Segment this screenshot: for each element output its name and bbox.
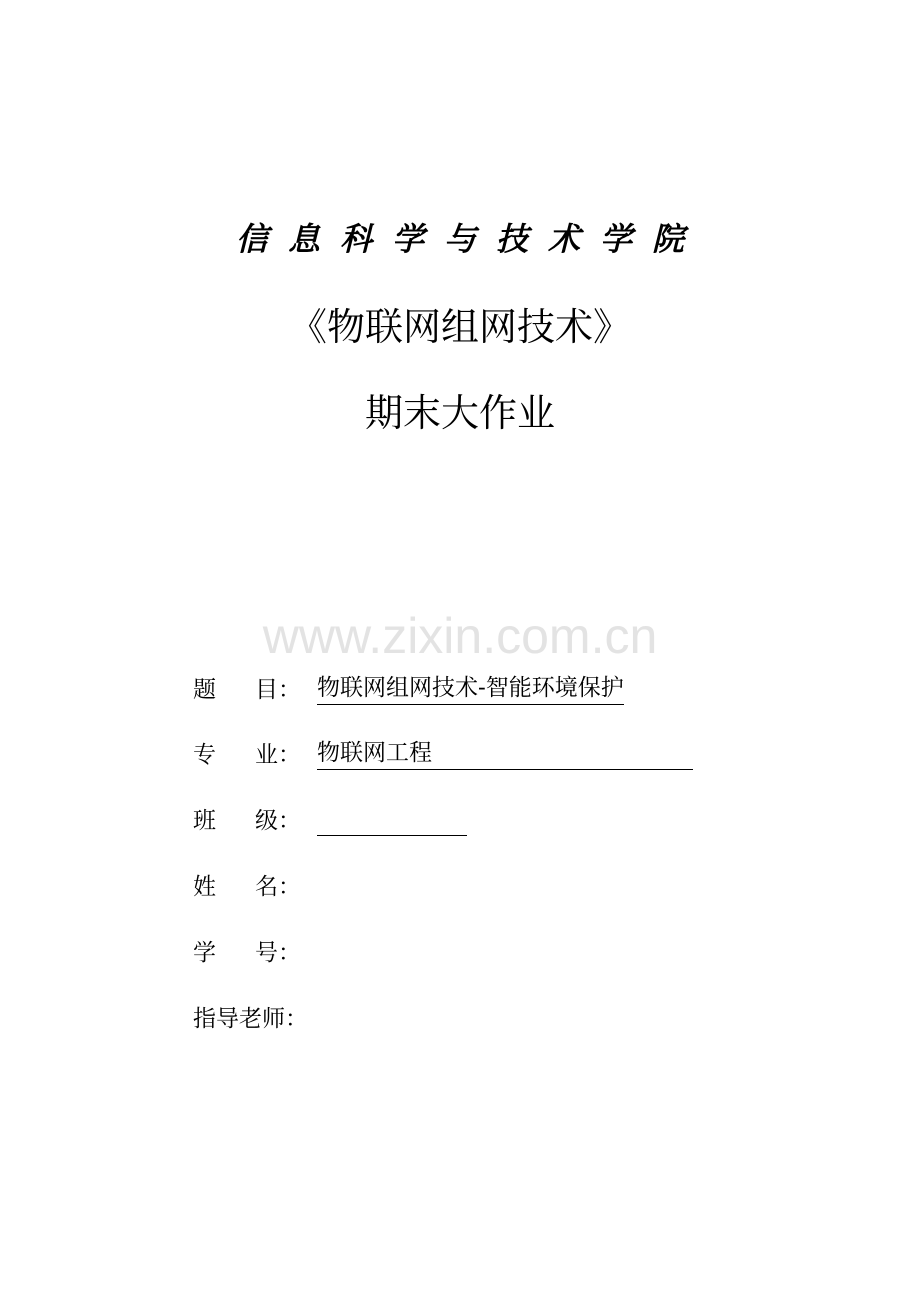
field-name-label-2: 名： [255,874,301,900]
field-class-label-2: 级： [255,808,301,834]
college-name: 信息科学与技术学院 [235,220,704,258]
field-topic-value: 物联网组网技术-智能环境保护 [317,673,624,705]
field-class-label-1: 班 [193,808,216,834]
field-topic-label-2: 目： [255,677,301,703]
field-major-value: 物联网工程 [317,738,693,770]
assignment-title: 期末大作业 [364,391,555,435]
field-student-id-label-2: 号： [255,940,301,966]
field-class-value [317,804,467,836]
field-topic-label-1: 题 [193,677,216,703]
field-student-id-label-1: 学 [193,940,216,966]
field-name-label-1: 姓 [193,874,216,900]
course-title: 《物联网组网技术》 [288,305,631,349]
field-advisor-label: 指导老师： [193,1006,308,1032]
field-major-label-1: 专 [193,742,216,768]
watermark: www.zixin.com.cn [262,608,658,664]
field-major-label-2: 业： [255,742,301,768]
